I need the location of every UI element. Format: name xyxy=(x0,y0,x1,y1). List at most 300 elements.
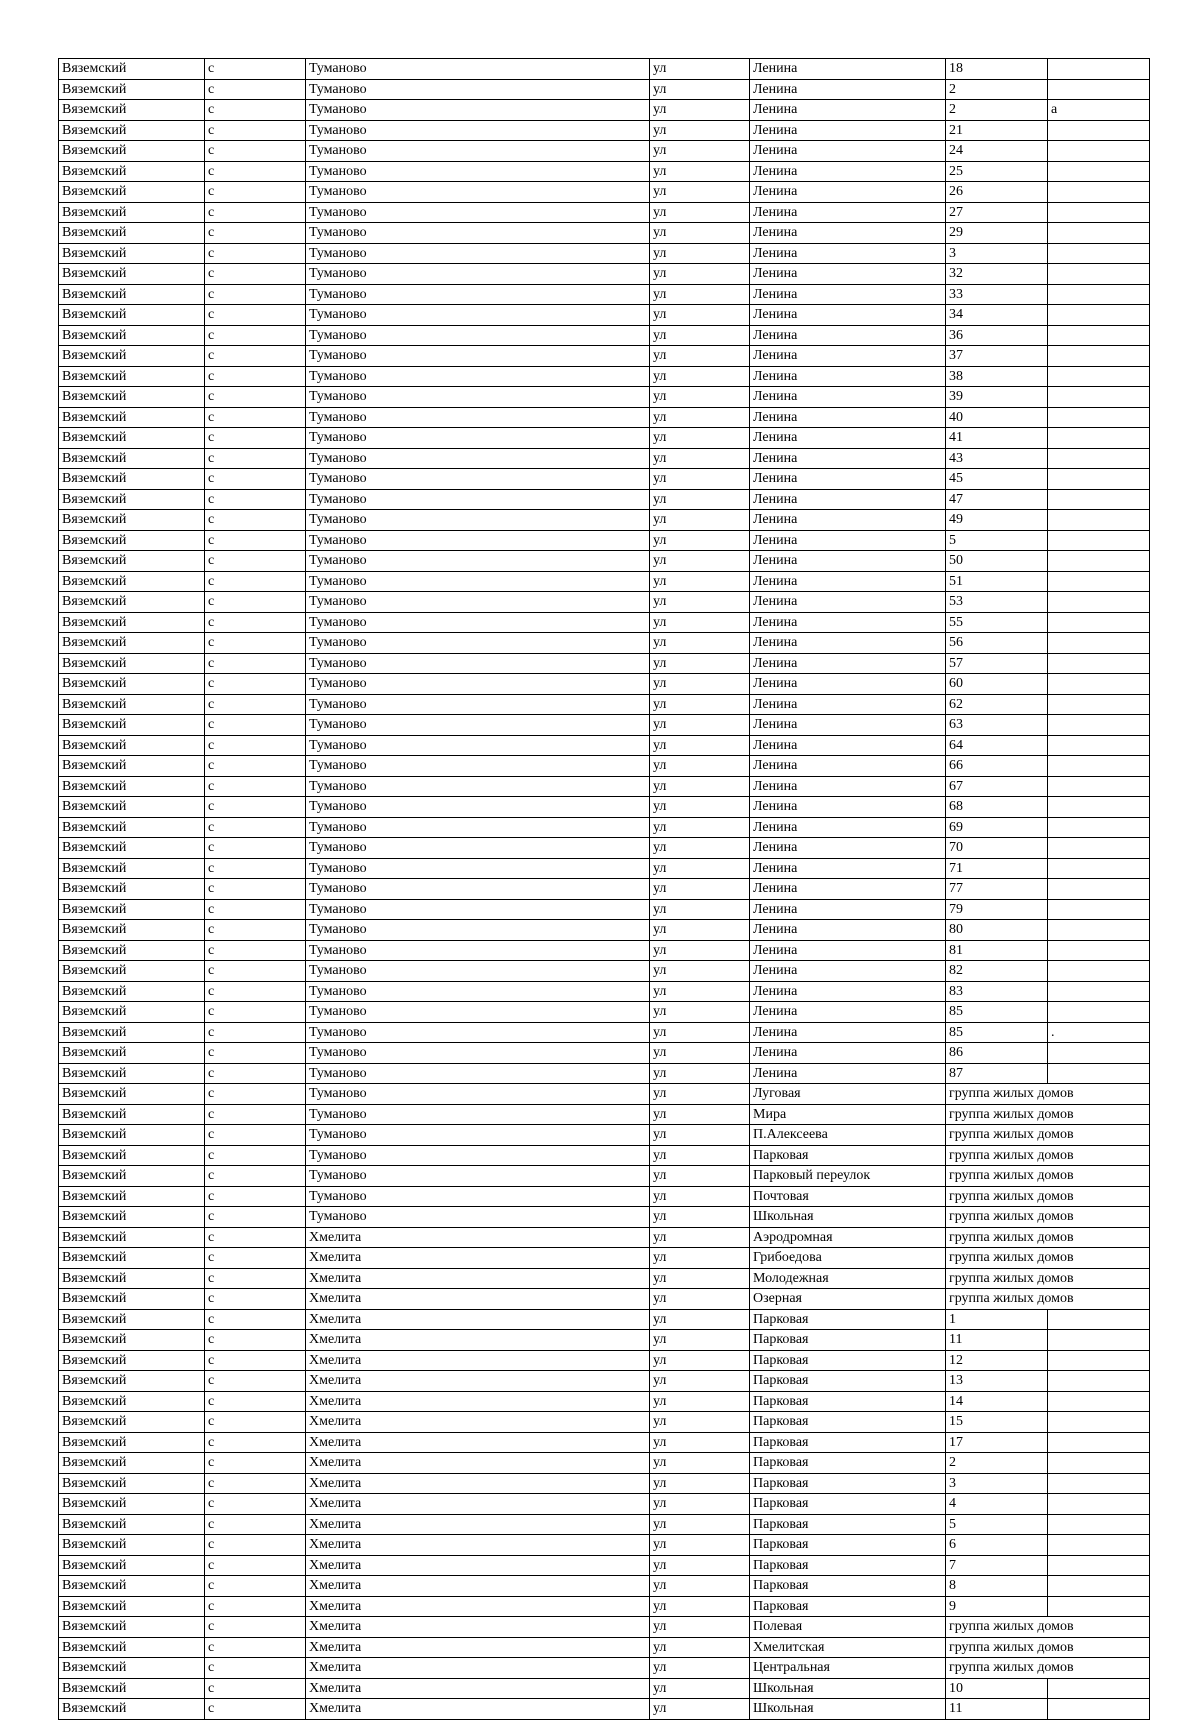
building-letter-cell xyxy=(1048,838,1150,859)
building-letter-cell xyxy=(1048,899,1150,920)
street-cell: Хмелитская xyxy=(750,1637,946,1658)
table-row xyxy=(59,387,1150,408)
street-type-cell: ул xyxy=(650,1371,750,1392)
street-type-cell: ул xyxy=(650,940,750,961)
street-type-cell: ул xyxy=(650,592,750,613)
district-cell: Вяземский xyxy=(59,1391,205,1412)
house-number-cell: 45 xyxy=(946,469,1048,490)
street-cell: Ленина xyxy=(750,1043,946,1064)
house-number-cell: 70 xyxy=(946,838,1048,859)
settlement-type-cell: с xyxy=(205,1002,306,1023)
district-cell: Вяземский xyxy=(59,1596,205,1617)
house-number-cell: 7 xyxy=(946,1555,1048,1576)
settlement-type-cell: с xyxy=(205,161,306,182)
building-letter-cell xyxy=(1048,366,1150,387)
settlement-type-cell: с xyxy=(205,776,306,797)
street-type-cell: ул xyxy=(650,858,750,879)
district-cell: Вяземский xyxy=(59,1227,205,1248)
settlement-cell: Туманово xyxy=(306,879,650,900)
table-row xyxy=(59,448,1150,469)
district-cell: Вяземский xyxy=(59,407,205,428)
building-letter-cell xyxy=(1048,653,1150,674)
building-letter-cell xyxy=(1048,1535,1150,1556)
house-number-cell: 36 xyxy=(946,325,1048,346)
table-row xyxy=(59,120,1150,141)
table-row xyxy=(59,1248,1150,1269)
settlement-cell: Туманово xyxy=(306,161,650,182)
street-type-cell: ул xyxy=(650,1145,750,1166)
house-number-cell: группа жилых домов xyxy=(946,1227,1150,1248)
table-row xyxy=(59,1207,1150,1228)
house-number-cell: 41 xyxy=(946,428,1048,449)
settlement-cell: Туманово xyxy=(306,940,650,961)
district-cell: Вяземский xyxy=(59,1555,205,1576)
settlement-cell: Туманово xyxy=(306,571,650,592)
street-type-cell: ул xyxy=(650,920,750,941)
district-cell: Вяземский xyxy=(59,161,205,182)
street-cell: Ленина xyxy=(750,448,946,469)
settlement-type-cell: с xyxy=(205,1207,306,1228)
street-cell: Парковая xyxy=(750,1453,946,1474)
settlement-cell: Туманово xyxy=(306,366,650,387)
house-number-cell: 71 xyxy=(946,858,1048,879)
table-row xyxy=(59,1289,1150,1310)
district-cell: Вяземский xyxy=(59,100,205,121)
street-type-cell: ул xyxy=(650,1104,750,1125)
building-letter-cell xyxy=(1048,141,1150,162)
table-row xyxy=(59,1022,1150,1043)
settlement-type-cell: с xyxy=(205,1576,306,1597)
building-letter-cell xyxy=(1048,161,1150,182)
settlement-cell: Хмелита xyxy=(306,1596,650,1617)
street-type-cell: ул xyxy=(650,243,750,264)
settlement-cell: Туманово xyxy=(306,1207,650,1228)
settlement-cell: Туманово xyxy=(306,264,650,285)
settlement-cell: Хмелита xyxy=(306,1678,650,1699)
settlement-type-cell: с xyxy=(205,1309,306,1330)
street-type-cell: ул xyxy=(650,879,750,900)
street-cell: Ленина xyxy=(750,100,946,121)
table-row xyxy=(59,141,1150,162)
building-letter-cell xyxy=(1048,59,1150,80)
street-cell: Ленина xyxy=(750,428,946,449)
settlement-cell: Хмелита xyxy=(306,1330,650,1351)
street-cell: Ленина xyxy=(750,981,946,1002)
street-type-cell: ул xyxy=(650,1186,750,1207)
street-cell: Парковая xyxy=(750,1145,946,1166)
house-number-cell: 50 xyxy=(946,551,1048,572)
street-cell: Озерная xyxy=(750,1289,946,1310)
building-letter-cell xyxy=(1048,243,1150,264)
settlement-type-cell: с xyxy=(205,366,306,387)
building-letter-cell xyxy=(1048,1555,1150,1576)
settlement-type-cell: с xyxy=(205,202,306,223)
house-number-cell: 11 xyxy=(946,1699,1048,1720)
house-number-cell: 34 xyxy=(946,305,1048,326)
house-number-cell: 69 xyxy=(946,817,1048,838)
district-cell: Вяземский xyxy=(59,1432,205,1453)
settlement-cell: Туманово xyxy=(306,1043,650,1064)
street-cell: Ленина xyxy=(750,325,946,346)
house-number-cell: 39 xyxy=(946,387,1048,408)
street-cell: Ленина xyxy=(750,407,946,428)
street-type-cell: ул xyxy=(650,469,750,490)
settlement-type-cell: с xyxy=(205,1535,306,1556)
district-cell: Вяземский xyxy=(59,756,205,777)
table-row xyxy=(59,1637,1150,1658)
street-type-cell: ул xyxy=(650,1063,750,1084)
table-row xyxy=(59,366,1150,387)
table-row xyxy=(59,1391,1150,1412)
street-cell: Ленина xyxy=(750,961,946,982)
building-letter-cell xyxy=(1048,981,1150,1002)
house-number-cell: 29 xyxy=(946,223,1048,244)
house-number-cell: 83 xyxy=(946,981,1048,1002)
house-number-cell: 40 xyxy=(946,407,1048,428)
table-row xyxy=(59,1227,1150,1248)
building-letter-cell xyxy=(1048,1596,1150,1617)
house-number-cell: 5 xyxy=(946,530,1048,551)
building-letter-cell xyxy=(1048,571,1150,592)
street-type-cell: ул xyxy=(650,1473,750,1494)
street-cell: Аэродромная xyxy=(750,1227,946,1248)
table-row xyxy=(59,612,1150,633)
building-letter-cell xyxy=(1048,305,1150,326)
street-type-cell: ул xyxy=(650,1658,750,1679)
house-number-cell: 56 xyxy=(946,633,1048,654)
house-number-cell: 67 xyxy=(946,776,1048,797)
building-letter-cell xyxy=(1048,202,1150,223)
table-row xyxy=(59,1330,1150,1351)
street-cell: Школьная xyxy=(750,1678,946,1699)
building-letter-cell xyxy=(1048,1576,1150,1597)
house-number-cell: группа жилых домов xyxy=(946,1637,1150,1658)
street-cell: Ленина xyxy=(750,79,946,100)
building-letter-cell xyxy=(1048,530,1150,551)
street-cell: Ленина xyxy=(750,1002,946,1023)
settlement-cell: Туманово xyxy=(306,776,650,797)
settlement-cell: Хмелита xyxy=(306,1617,650,1638)
settlement-type-cell: с xyxy=(205,448,306,469)
table-row xyxy=(59,161,1150,182)
table-row xyxy=(59,1617,1150,1638)
street-cell: Парковая xyxy=(750,1514,946,1535)
building-letter-cell xyxy=(1048,489,1150,510)
street-type-cell: ул xyxy=(650,1002,750,1023)
building-letter-cell xyxy=(1048,879,1150,900)
building-letter-cell xyxy=(1048,940,1150,961)
settlement-cell: Туманово xyxy=(306,715,650,736)
settlement-type-cell: с xyxy=(205,1022,306,1043)
settlement-type-cell: с xyxy=(205,1617,306,1638)
table-row xyxy=(59,1084,1150,1105)
settlement-cell: Туманово xyxy=(306,223,650,244)
settlement-cell: Туманово xyxy=(306,530,650,551)
settlement-type-cell: с xyxy=(205,920,306,941)
table-row xyxy=(59,920,1150,941)
settlement-cell: Хмелита xyxy=(306,1535,650,1556)
street-type-cell: ул xyxy=(650,407,750,428)
district-cell: Вяземский xyxy=(59,633,205,654)
house-number-cell: группа жилых домов xyxy=(946,1268,1150,1289)
building-letter-cell xyxy=(1048,858,1150,879)
table-row xyxy=(59,346,1150,367)
street-cell: Парковая xyxy=(750,1494,946,1515)
district-cell: Вяземский xyxy=(59,920,205,941)
house-number-cell: группа жилых домов xyxy=(946,1207,1150,1228)
settlement-type-cell: с xyxy=(205,674,306,695)
building-letter-cell xyxy=(1048,633,1150,654)
settlement-type-cell: с xyxy=(205,284,306,305)
settlement-cell: Туманово xyxy=(306,858,650,879)
table-row xyxy=(59,1596,1150,1617)
settlement-cell: Хмелита xyxy=(306,1473,650,1494)
table-row xyxy=(59,510,1150,531)
district-cell: Вяземский xyxy=(59,1289,205,1310)
street-cell: Ленина xyxy=(750,612,946,633)
district-cell: Вяземский xyxy=(59,1514,205,1535)
settlement-cell: Туманово xyxy=(306,387,650,408)
street-cell: Ленина xyxy=(750,674,946,695)
district-cell: Вяземский xyxy=(59,776,205,797)
settlement-type-cell: с xyxy=(205,1391,306,1412)
district-cell: Вяземский xyxy=(59,817,205,838)
district-cell: Вяземский xyxy=(59,797,205,818)
building-letter-cell xyxy=(1048,551,1150,572)
building-letter-cell xyxy=(1048,1350,1150,1371)
building-letter-cell: . xyxy=(1048,1022,1150,1043)
settlement-cell: Хмелита xyxy=(306,1227,650,1248)
district-cell: Вяземский xyxy=(59,1084,205,1105)
house-number-cell: 51 xyxy=(946,571,1048,592)
table-row xyxy=(59,325,1150,346)
settlement-cell: Туманово xyxy=(306,1125,650,1146)
table-row xyxy=(59,1494,1150,1515)
street-cell: Ленина xyxy=(750,817,946,838)
district-cell: Вяземский xyxy=(59,120,205,141)
settlement-type-cell: с xyxy=(205,407,306,428)
table-row xyxy=(59,1125,1150,1146)
house-number-cell: 68 xyxy=(946,797,1048,818)
settlement-type-cell: с xyxy=(205,1432,306,1453)
street-type-cell: ул xyxy=(650,1084,750,1105)
building-letter-cell xyxy=(1048,1453,1150,1474)
street-type-cell: ул xyxy=(650,1432,750,1453)
house-number-cell: 2 xyxy=(946,79,1048,100)
house-number-cell: 26 xyxy=(946,182,1048,203)
table-row xyxy=(59,715,1150,736)
district-cell: Вяземский xyxy=(59,1371,205,1392)
building-letter-cell xyxy=(1048,182,1150,203)
table-row xyxy=(59,592,1150,613)
street-type-cell: ул xyxy=(650,1453,750,1474)
building-letter-cell xyxy=(1048,1699,1150,1720)
table-row xyxy=(59,1453,1150,1474)
building-letter-cell xyxy=(1048,1473,1150,1494)
settlement-cell: Туманово xyxy=(306,633,650,654)
building-letter-cell xyxy=(1048,387,1150,408)
house-number-cell: 21 xyxy=(946,120,1048,141)
table-row xyxy=(59,1514,1150,1535)
settlement-cell: Туманово xyxy=(306,305,650,326)
table-row xyxy=(59,879,1150,900)
settlement-cell: Туманово xyxy=(306,407,650,428)
district-cell: Вяземский xyxy=(59,469,205,490)
table-row xyxy=(59,756,1150,777)
district-cell: Вяземский xyxy=(59,325,205,346)
settlement-type-cell: с xyxy=(205,510,306,531)
street-cell: Ленина xyxy=(750,305,946,326)
district-cell: Вяземский xyxy=(59,1309,205,1330)
settlement-cell: Туманово xyxy=(306,428,650,449)
table-row xyxy=(59,776,1150,797)
street-cell: Ленина xyxy=(750,551,946,572)
house-number-cell: 9 xyxy=(946,1596,1048,1617)
street-type-cell: ул xyxy=(650,182,750,203)
table-row xyxy=(59,1555,1150,1576)
street-cell: Ленина xyxy=(750,1063,946,1084)
table-row xyxy=(59,243,1150,264)
street-cell: Ленина xyxy=(750,202,946,223)
street-cell: Ленина xyxy=(750,571,946,592)
table-row xyxy=(59,817,1150,838)
house-number-cell: 15 xyxy=(946,1412,1048,1433)
building-letter-cell xyxy=(1048,223,1150,244)
street-type-cell: ул xyxy=(650,100,750,121)
building-letter-cell xyxy=(1048,735,1150,756)
settlement-cell: Туманово xyxy=(306,489,650,510)
district-cell: Вяземский xyxy=(59,284,205,305)
street-cell: Ленина xyxy=(750,838,946,859)
district-cell: Вяземский xyxy=(59,735,205,756)
street-cell: Ленина xyxy=(750,243,946,264)
street-type-cell: ул xyxy=(650,1535,750,1556)
building-letter-cell xyxy=(1048,1432,1150,1453)
settlement-type-cell: с xyxy=(205,1555,306,1576)
settlement-type-cell: с xyxy=(205,981,306,1002)
building-letter-cell xyxy=(1048,469,1150,490)
table-row xyxy=(59,1043,1150,1064)
street-cell: Парковая xyxy=(750,1555,946,1576)
table-row xyxy=(59,1576,1150,1597)
settlement-type-cell: с xyxy=(205,571,306,592)
settlement-cell: Туманово xyxy=(306,1002,650,1023)
settlement-cell: Туманово xyxy=(306,346,650,367)
building-letter-cell xyxy=(1048,1514,1150,1535)
settlement-type-cell: с xyxy=(205,1678,306,1699)
district-cell: Вяземский xyxy=(59,305,205,326)
building-letter-cell xyxy=(1048,961,1150,982)
settlement-type-cell: с xyxy=(205,817,306,838)
street-type-cell: ул xyxy=(650,1617,750,1638)
street-cell: Ленина xyxy=(750,346,946,367)
street-type-cell: ул xyxy=(650,1166,750,1187)
settlement-cell: Хмелита xyxy=(306,1494,650,1515)
settlement-type-cell: с xyxy=(205,428,306,449)
street-cell: Парковая xyxy=(750,1576,946,1597)
street-type-cell: ул xyxy=(650,817,750,838)
building-letter-cell xyxy=(1048,1043,1150,1064)
settlement-type-cell: с xyxy=(205,1514,306,1535)
settlement-type-cell: с xyxy=(205,838,306,859)
settlement-cell: Туманово xyxy=(306,1186,650,1207)
house-number-cell: 2 xyxy=(946,1453,1048,1474)
district-cell: Вяземский xyxy=(59,1063,205,1084)
settlement-cell: Туманово xyxy=(306,551,650,572)
settlement-cell: Туманово xyxy=(306,756,650,777)
district-cell: Вяземский xyxy=(59,715,205,736)
settlement-type-cell: с xyxy=(205,1596,306,1617)
table-row xyxy=(59,633,1150,654)
district-cell: Вяземский xyxy=(59,428,205,449)
house-number-cell: 87 xyxy=(946,1063,1048,1084)
table-row xyxy=(59,1166,1150,1187)
settlement-type-cell: с xyxy=(205,551,306,572)
settlement-cell: Туманово xyxy=(306,838,650,859)
house-number-cell: 14 xyxy=(946,1391,1048,1412)
street-type-cell: ул xyxy=(650,366,750,387)
street-type-cell: ул xyxy=(650,1494,750,1515)
house-number-cell: 60 xyxy=(946,674,1048,695)
street-cell: Парковая xyxy=(750,1330,946,1351)
house-number-cell: 5 xyxy=(946,1514,1048,1535)
settlement-type-cell: с xyxy=(205,100,306,121)
district-cell: Вяземский xyxy=(59,141,205,162)
house-number-cell: 24 xyxy=(946,141,1048,162)
settlement-type-cell: с xyxy=(205,325,306,346)
table-row xyxy=(59,797,1150,818)
settlement-cell: Туманово xyxy=(306,1084,650,1105)
table-row xyxy=(59,674,1150,695)
street-cell: Парковая xyxy=(750,1350,946,1371)
district-cell: Вяземский xyxy=(59,551,205,572)
table-row xyxy=(59,1104,1150,1125)
settlement-cell: Хмелита xyxy=(306,1514,650,1535)
building-letter-cell xyxy=(1048,694,1150,715)
street-type-cell: ул xyxy=(650,899,750,920)
settlement-type-cell: с xyxy=(205,1350,306,1371)
table-row xyxy=(59,1309,1150,1330)
building-letter-cell xyxy=(1048,1063,1150,1084)
building-letter-cell xyxy=(1048,1678,1150,1699)
street-type-cell: ул xyxy=(650,1207,750,1228)
district-cell: Вяземский xyxy=(59,899,205,920)
settlement-cell: Туманово xyxy=(306,694,650,715)
district-cell: Вяземский xyxy=(59,1453,205,1474)
building-letter-cell xyxy=(1048,346,1150,367)
settlement-type-cell: с xyxy=(205,182,306,203)
building-letter-cell xyxy=(1048,920,1150,941)
settlement-cell: Туманово xyxy=(306,182,650,203)
settlement-type-cell: с xyxy=(205,858,306,879)
street-type-cell: ул xyxy=(650,161,750,182)
table-row xyxy=(59,1145,1150,1166)
district-cell: Вяземский xyxy=(59,1494,205,1515)
table-row xyxy=(59,551,1150,572)
settlement-type-cell: с xyxy=(205,694,306,715)
district-cell: Вяземский xyxy=(59,1125,205,1146)
street-type-cell: ул xyxy=(650,1576,750,1597)
district-cell: Вяземский xyxy=(59,694,205,715)
district-cell: Вяземский xyxy=(59,264,205,285)
settlement-cell: Туманово xyxy=(306,653,650,674)
table-row xyxy=(59,79,1150,100)
street-type-cell: ул xyxy=(650,264,750,285)
table-row xyxy=(59,284,1150,305)
district-cell: Вяземский xyxy=(59,1617,205,1638)
table-row xyxy=(59,1268,1150,1289)
district-cell: Вяземский xyxy=(59,571,205,592)
